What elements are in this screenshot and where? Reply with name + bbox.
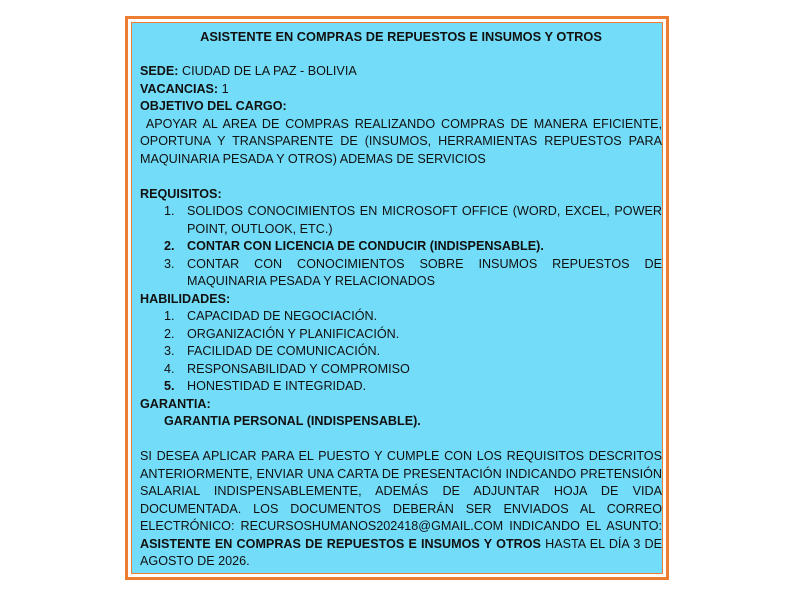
habilidad-number: 5. bbox=[164, 379, 175, 393]
closing-text: SI DESEA APLICAR PARA EL PUESTO Y CUMPLE CON LOS REQUISITOS DESCRITOS ANTERIORMENTE, ENVIAR UNA CARTA DE PRESENTACIÓN INDICANDO PRETENSIÓN SALARIAL INDISPENSABLEMENTE, ADEMÁS DE ADJUNTAR HOJA DE VIDA DOCUMENTADA. LOS DOCUMENTOS DEBERÁN SER ENVIADOS AL CORREO ELECTRÓNICO: RECURSOSHUMANOS202418@GMAIL.COM INDICANDO EL ASUNTO: bbox=[140, 449, 662, 533]
objetivo-label: OBJETIVO DEL CARGO: bbox=[140, 99, 287, 113]
vacancias-label: VACANCIAS: bbox=[140, 81, 219, 96]
garantia-text: GARANTIA PERSONAL (INDISPENSABLE). bbox=[164, 414, 421, 428]
sede-line bbox=[140, 63, 662, 81]
requisito-text: SOLIDOS CONOCIMIENTOS EN MICROSOFT OFFICE (WORD, EXCEL, POWER POINT, OUTLOOK, ETC.) bbox=[187, 204, 662, 236]
vacancias-value: 1 bbox=[221, 81, 229, 96]
habilidad-text: RESPONSABILIDAD Y COMPROMISO bbox=[187, 361, 410, 376]
habilidad-number: 1. bbox=[164, 309, 175, 323]
habilidad-item bbox=[140, 326, 662, 344]
habilidades-label: HABILIDADES: bbox=[140, 291, 231, 306]
habilidad-text: FACILIDAD DE COMUNICACIÓN. bbox=[187, 344, 381, 358]
habilidad-text: HONESTIDAD E INTEGRIDAD. bbox=[187, 379, 367, 393]
spacer bbox=[140, 431, 662, 449]
job-posting-panel bbox=[131, 22, 663, 574]
requisito-item bbox=[140, 256, 662, 291]
requisito-number: 2. bbox=[164, 239, 175, 253]
job-title: ASISTENTE EN COMPRAS DE REPUESTOS E INSUMOS Y OTROS bbox=[200, 29, 602, 44]
requisito-item bbox=[140, 238, 662, 256]
garantia-label: GARANTIA: bbox=[140, 396, 211, 411]
habilidad-number: 4. bbox=[164, 361, 175, 376]
habilidad-item bbox=[140, 343, 662, 361]
job-posting-frame bbox=[125, 16, 669, 580]
habilidad-text: ORGANIZACIÓN Y PLANIFICACIÓN. bbox=[187, 326, 400, 341]
habilidad-item bbox=[140, 378, 662, 396]
requisito-number: 1. bbox=[164, 204, 175, 218]
habilidad-number: 3. bbox=[164, 344, 175, 358]
spacer bbox=[140, 46, 662, 64]
closing-paragraph bbox=[140, 448, 662, 571]
sede-label: SEDE: bbox=[140, 64, 179, 78]
job-posting-content bbox=[140, 28, 662, 571]
requisito-text: CONTAR CON CONOCIMIENTOS SOBRE INSUMOS REPUESTOS DE MAQUINARIA PESADA Y RELACIONADOS bbox=[187, 256, 662, 288]
requisito-number: 3. bbox=[164, 256, 175, 271]
closing-subject: ASISTENTE EN COMPRAS DE REPUESTOS E INSUMOS Y OTROS bbox=[140, 536, 541, 551]
habilidad-item bbox=[140, 308, 662, 326]
habilidades-list bbox=[140, 308, 662, 396]
closing-deadline: HASTA EL DÍA 3 DE AGOSTO DE 2026. bbox=[140, 536, 663, 568]
spacer bbox=[140, 168, 662, 186]
objetivo-text-body: APOYAR AL AREA DE COMPRAS REALIZANDO COMPRAS DE MANERA EFICIENTE, OPORTUNA Y TRANSPARENTE DE (INSUMOS, HERRAMIENTAS REPUESTOS PARA MAQUINARIA PESADA Y OTROS) ADEMAS DE SERVICIOS bbox=[140, 116, 663, 166]
habilidad-number: 2. bbox=[164, 326, 175, 341]
requisitos-label: REQUISITOS: bbox=[140, 186, 222, 201]
requisito-item bbox=[140, 203, 662, 238]
habilidad-text: CAPACIDAD DE NEGOCIACIÓN. bbox=[187, 309, 378, 323]
objetivo-text bbox=[140, 116, 662, 169]
sede-value: CIUDAD DE LA PAZ - BOLIVIA bbox=[182, 64, 357, 78]
vacancias-line bbox=[140, 81, 662, 99]
requisitos-list bbox=[140, 203, 662, 291]
requisito-text: CONTAR CON LICENCIA DE CONDUCIR (INDISPENSABLE). bbox=[187, 239, 544, 253]
habilidad-item bbox=[140, 361, 662, 379]
